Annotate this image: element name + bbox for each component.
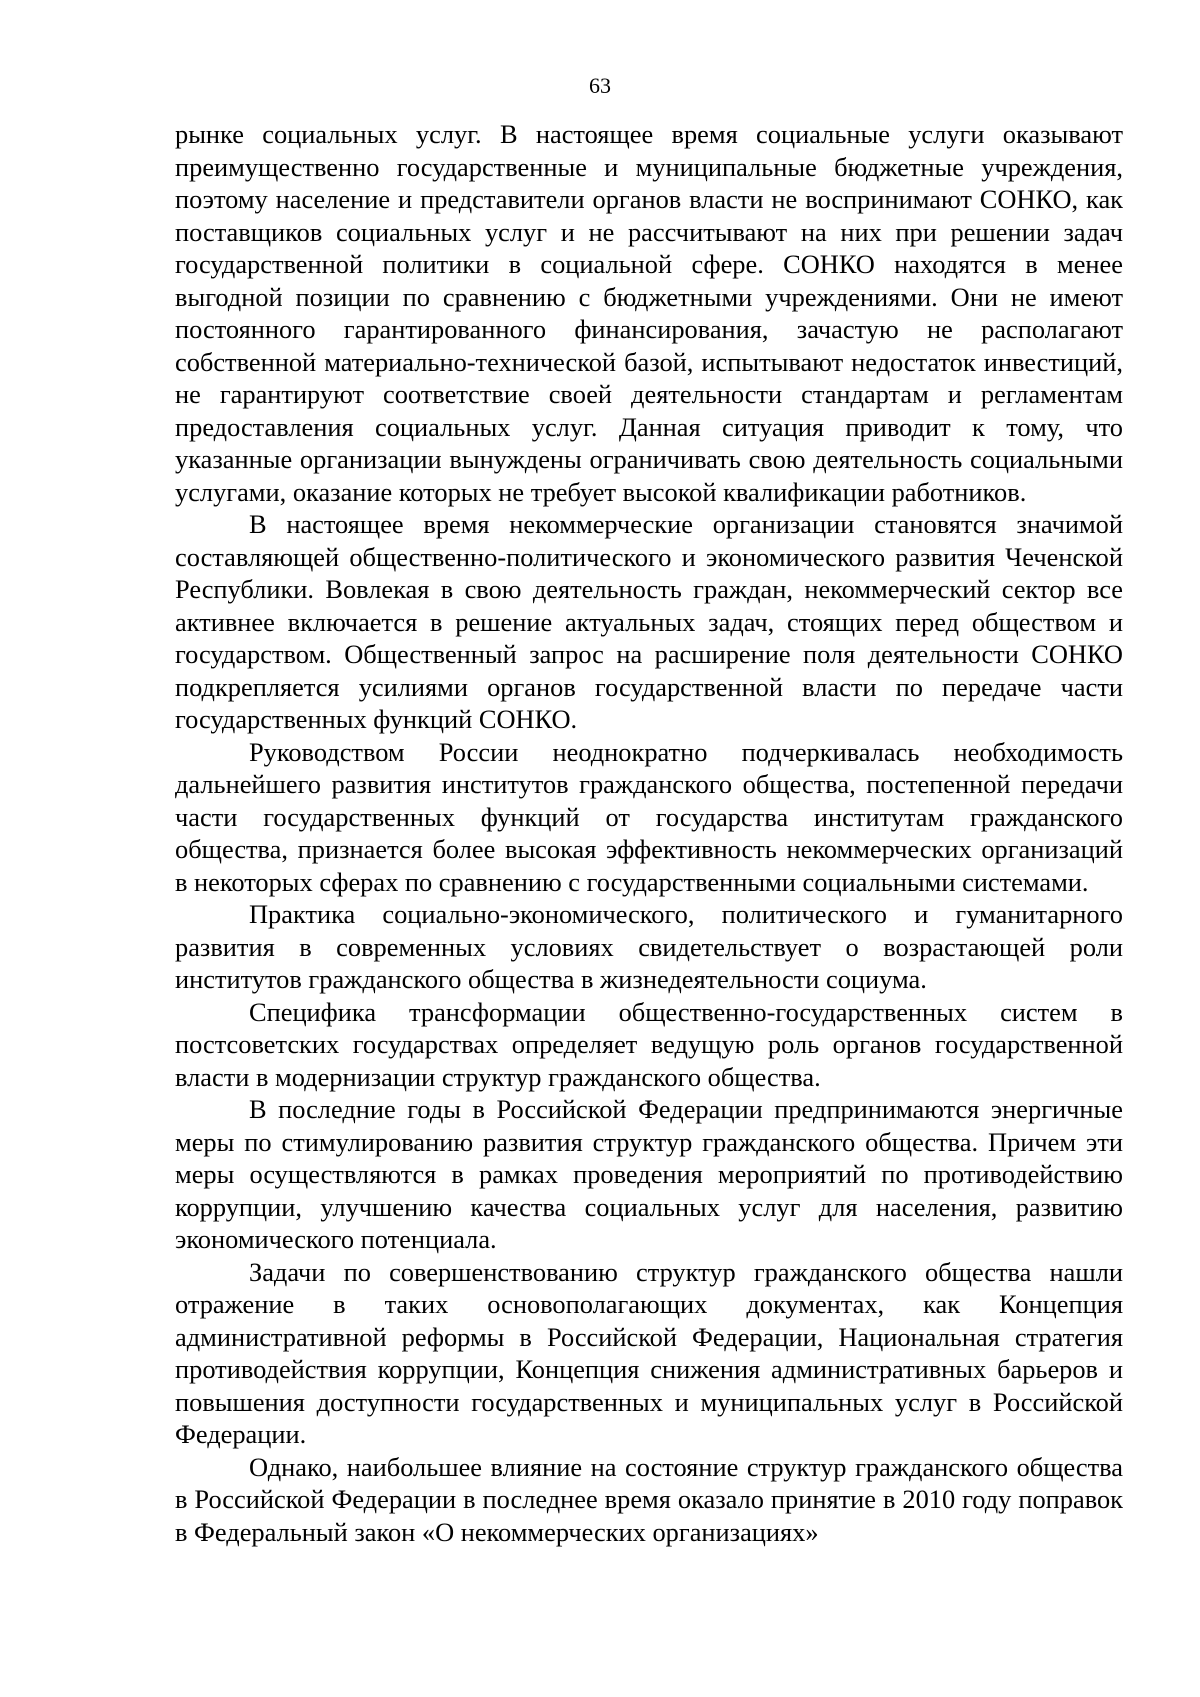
paragraph: Специфика трансформации общественно-государственных систем в постсоветских государствах определяет ведущую роль органов государственной власти в модернизации структур гражданского общества. — [175, 996, 1123, 1092]
paragraph-last: Однако, наибольшее влияние на состояние структур гражданского общества в Российской Федерации в последнее время оказало принятие в 2010 году поправок в Федеральный закон «О некоммерческих организациях» — [175, 1451, 1123, 1547]
page-number: 63 — [589, 73, 611, 98]
paragraph: Практика социально-экономического, политического и гуманитарного развития в современных условиях свидетельствует о возрастающей роли институтов гражданского общества в жизнедеятельности социума. — [175, 899, 1123, 994]
paragraph: В последние годы в Российской Федерации предпринимаются энергичные меры по стимулированию развития структур гражданского общества. Причем эти меры осуществляются в рамках проведения мероприятий по противодействию коррупции, улучшению качества социальных услуг для населения, развитию экономического потенциала. — [175, 1094, 1123, 1254]
paragraph: Руководством России неоднократно подчеркивалась необходимость дальнейшего развития институтов гражданского общества, постепенной передачи части государственных функций от государства институтам гражданского общества, признается более высокая эффективность некоммерческих организаций в некоторых сферах по сравнению с государственными социальными системами. — [175, 736, 1123, 897]
paragraph: Задачи по совершенствованию структур гражданского общества нашли отражение в таких основополагающих документах, как Концепция административной реформы в Российской Федерации, Национальная стратегия противодействия коррупции, Концепция снижения административных барьеров и повышения доступности государственных и муниципальных услуг в Российской Федерации. — [175, 1256, 1123, 1449]
document-body — [175, 118, 1123, 1548]
paragraph: В настоящее время некоммерческие организации становятся значимой составляющей общественно-политического и экономического развития Чеченской Республики. Вовлекая в свою деятельность граждан, некоммерческий сектор все активнее включается в решение актуальных задач, стоящих перед обществом и государством. Общественный запрос на расширение поля деятельности СОНКО подкрепляется усилиями органов государственной власти по передаче части государственных функций СОНКО. — [175, 509, 1123, 734]
paragraph-continuation: рынке социальных услуг. В настоящее время социальные услуги оказывают преимущественно государственные и муниципальные бюджетные учреждения, поэтому население и представители органов власти не воспринимают СОНКО, как поставщиков социальных услуг и не рассчитывают на них при решении задач государственной политики в социальной сфере. СОНКО находятся в менее выгодной позиции по сравнению с бюджетными учреждениями. Они не имеют постоянного гарантированного финансирования, зачастую не располагают собственной материально-технической базой, испытывают недостаток инвестиций, не гарантируют соответствие своей деятельности стандартам и регламентам предоставления социальных услуг. Данная ситуация приводит к тому, что указанные организации вынуждены ограничивать свою деятельность социальными услугами, оказание которых не требует высокой квалификации работников. — [175, 119, 1123, 507]
